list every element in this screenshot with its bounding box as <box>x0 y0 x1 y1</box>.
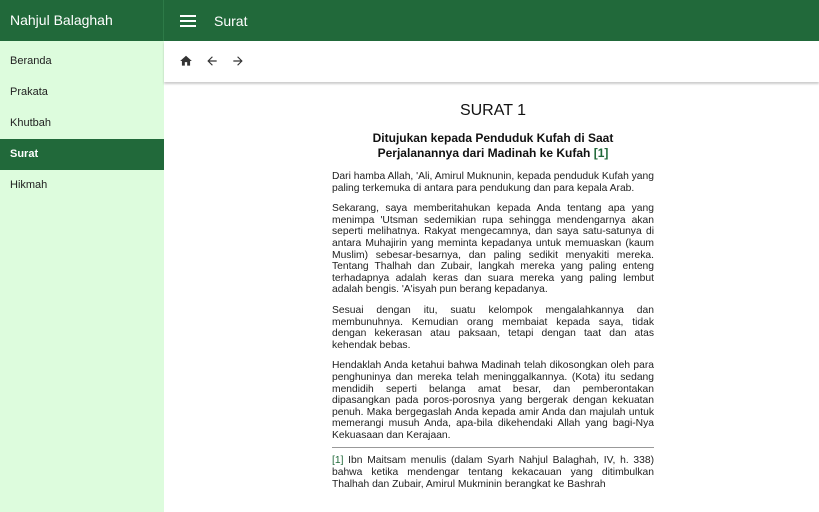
home-icon[interactable] <box>178 54 194 70</box>
paragraph: Hendaklah Anda ketahui bahwa Madinah telah dikosongkan oleh para penghuninya dan mereka telah meninggalkannya. (Kota) itu sedang mendidih seperti belanga amat besar, dan pemberontakan dipasangkan pada poros-porosnya yang bergerak dengan kekuatan penuh. Maka bergegaslah Anda kepada amir Anda dan majulah untuk memerangi musuh Anda, apa-bila dikehendaki Allah yang bagi-Nya Kekuasaan dan Kerajaan. <box>332 360 654 441</box>
sidebar <box>0 41 164 512</box>
divider <box>332 447 654 448</box>
footnote-text: Ibn Maitsam menulis (dalam Syarh Nahjul Balaghah, IV, h. 338) bahwa ketika mendengar tentang kekacauan yang ditimbulkan Thalhah dan Zubair, Amirul Mukminin berangkat ke Bashrah <box>332 455 654 490</box>
footnote <box>332 455 654 490</box>
app-title: Nahjul Balaghah <box>0 0 164 41</box>
article-title: SURAT 1 <box>459 102 527 119</box>
sidebar-item-surat[interactable]: Surat <box>0 139 164 170</box>
arrow-left-icon[interactable] <box>204 54 220 70</box>
article-content <box>164 82 819 490</box>
sidebar-item-khutbah[interactable]: Khutbah <box>10 117 51 129</box>
subtitle-text: Ditujukan kepada Penduduk Kufah di Saat Perjalanannya dari Madinah ke Kufah <box>372 131 614 160</box>
footnote-link[interactable]: [1] <box>593 146 609 160</box>
paragraph: Sesuai dengan itu, suatu kelompok mengalahkannya dan membunuhnya. Kemudian orang membaiat kepada saya, tidak dengan kekerasan atau paksaan, tetapi dengan taat dan atas kehendak bebas. <box>332 304 654 351</box>
top-bar <box>164 0 819 41</box>
menu-icon[interactable] <box>180 15 196 27</box>
toolbar <box>164 41 819 82</box>
footnote-ref[interactable]: [1] <box>332 455 344 467</box>
page-title: Surat <box>214 12 248 29</box>
paragraph: Sekarang, saya memberitahukan kepada Anda tentang apa yang menimpa 'Utsman sedemikian rupa sehingga mendengarnya akan seperti melihatnya. Rakyat mengecamnya, dan saya satu-satunya di antara Muhajirin yang meminta kepadanya untuk memuaskan (kaum Muslim) sebesar-besarnya, dan paling sedikit menyakiti mereka. Tentang Thalhah dan Zubair, langkah mereka yang paling enteng terhadapnya adalah keras dan suara mereka yang paling lembut adalah bengis. 'A'isyah pun berang kepadanya. <box>332 203 654 296</box>
sidebar-item-prakata[interactable]: Prakata <box>10 86 48 98</box>
sidebar-item-hikmah[interactable]: Hikmah <box>10 179 48 191</box>
article-subtitle <box>332 131 654 161</box>
sidebar-item-beranda[interactable]: Beranda <box>10 55 52 67</box>
paragraph: Dari hamba Allah, 'Ali, Amirul Muknunin, kepada penduduk Kufah yang paling terkemuka di antara para pendukung dan para kepala Arab. <box>332 171 654 194</box>
arrow-right-icon[interactable] <box>230 54 246 70</box>
